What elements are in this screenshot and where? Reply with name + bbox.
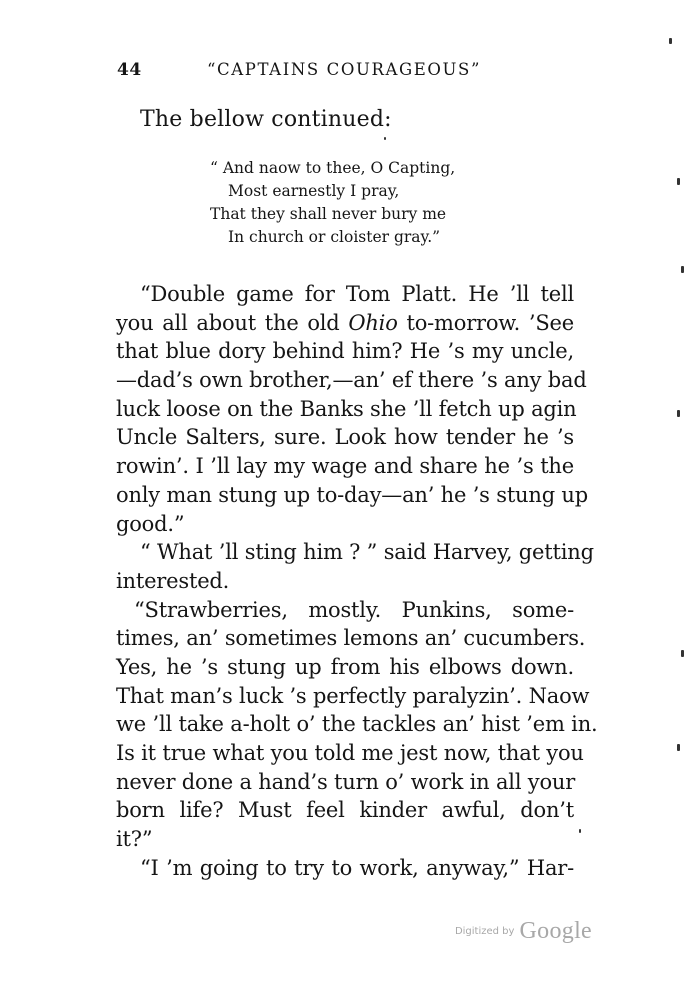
text-line: born life? Must feel kinder awful, don’t [116,798,574,823]
scan-speck [677,178,680,185]
paragraph [116,596,598,854]
text-line: good.” [116,511,185,536]
scan-speck [677,410,680,417]
paragraph [116,854,574,883]
google-logo: Google [519,918,592,944]
scan-speck [681,650,684,657]
scan-speck [677,744,680,751]
paragraph [116,280,588,538]
verse-line: Most earnestly I pray, [228,182,400,200]
watermark-prefix: Digitized by [454,926,515,937]
text-line: that blue dory behind him? He ’s my uncle, [116,339,574,364]
text-line: rowin’. I ’ll lay my wage and share he ’s the [116,454,574,479]
text-line: —dad’s own brother,—an’ ef there ’s any bad [116,368,587,393]
verse-line: “ And naow to thee, O Capting, [210,159,456,177]
body-text [116,280,598,882]
verse-block [210,157,510,249]
scan-speck [579,829,581,833]
text-line: you all about the old Ohio to-morrow. ’See [116,310,574,335]
text-line: Is it true what you told me jest now, that you [116,741,584,765]
text-line: Yes, he ’s stung up from his elbows down. [116,654,574,679]
running-header [117,60,582,86]
text-line: only man stung up to-day—an’ he ’s stung up [116,482,588,507]
scan-speck [669,38,672,44]
paragraph [116,538,594,595]
verse-line: In church or cloister gray.” [228,228,441,246]
page-number: 44 [117,60,142,80]
text-line: Uncle Salters, sure. Look how tender he ’s [116,425,574,450]
text-line: “ What ’ll sting him ? ” said Harvey, getting [140,540,594,565]
running-title: “CAPTAINS COURAGEOUS” [207,60,481,79]
text-line: we ’ll take a-holt o’ the tackles an’ hist ’em in. [116,712,598,737]
text-line: luck loose on the Banks she ’ll fetch up agin [116,396,577,421]
text-line: it?” [116,827,153,852]
scan-speck [384,137,386,140]
verse-line: That they shall never bury me [210,205,447,223]
lead-line: The bellow continued: [140,107,392,132]
text-line: never done a hand’s turn o’ work in all your [116,769,576,794]
text-line: “I ’m going to try to work, anyway,” Har- [140,855,574,880]
digitized-watermark [455,918,592,945]
italic-text: Ohio [348,310,398,335]
scan-speck [681,266,684,273]
text-line: “Double game for Tom Platt. He ’ll tell [140,282,574,306]
text-line: times, an’ sometimes lemons an’ cucumbers. [116,626,586,651]
text-line: interested. [116,568,230,593]
text-line: That man’s luck ’s perfectly paralyzin’. Naow [116,683,590,708]
text-line: “Strawberries, mostly. Punkins, some- [134,597,574,622]
